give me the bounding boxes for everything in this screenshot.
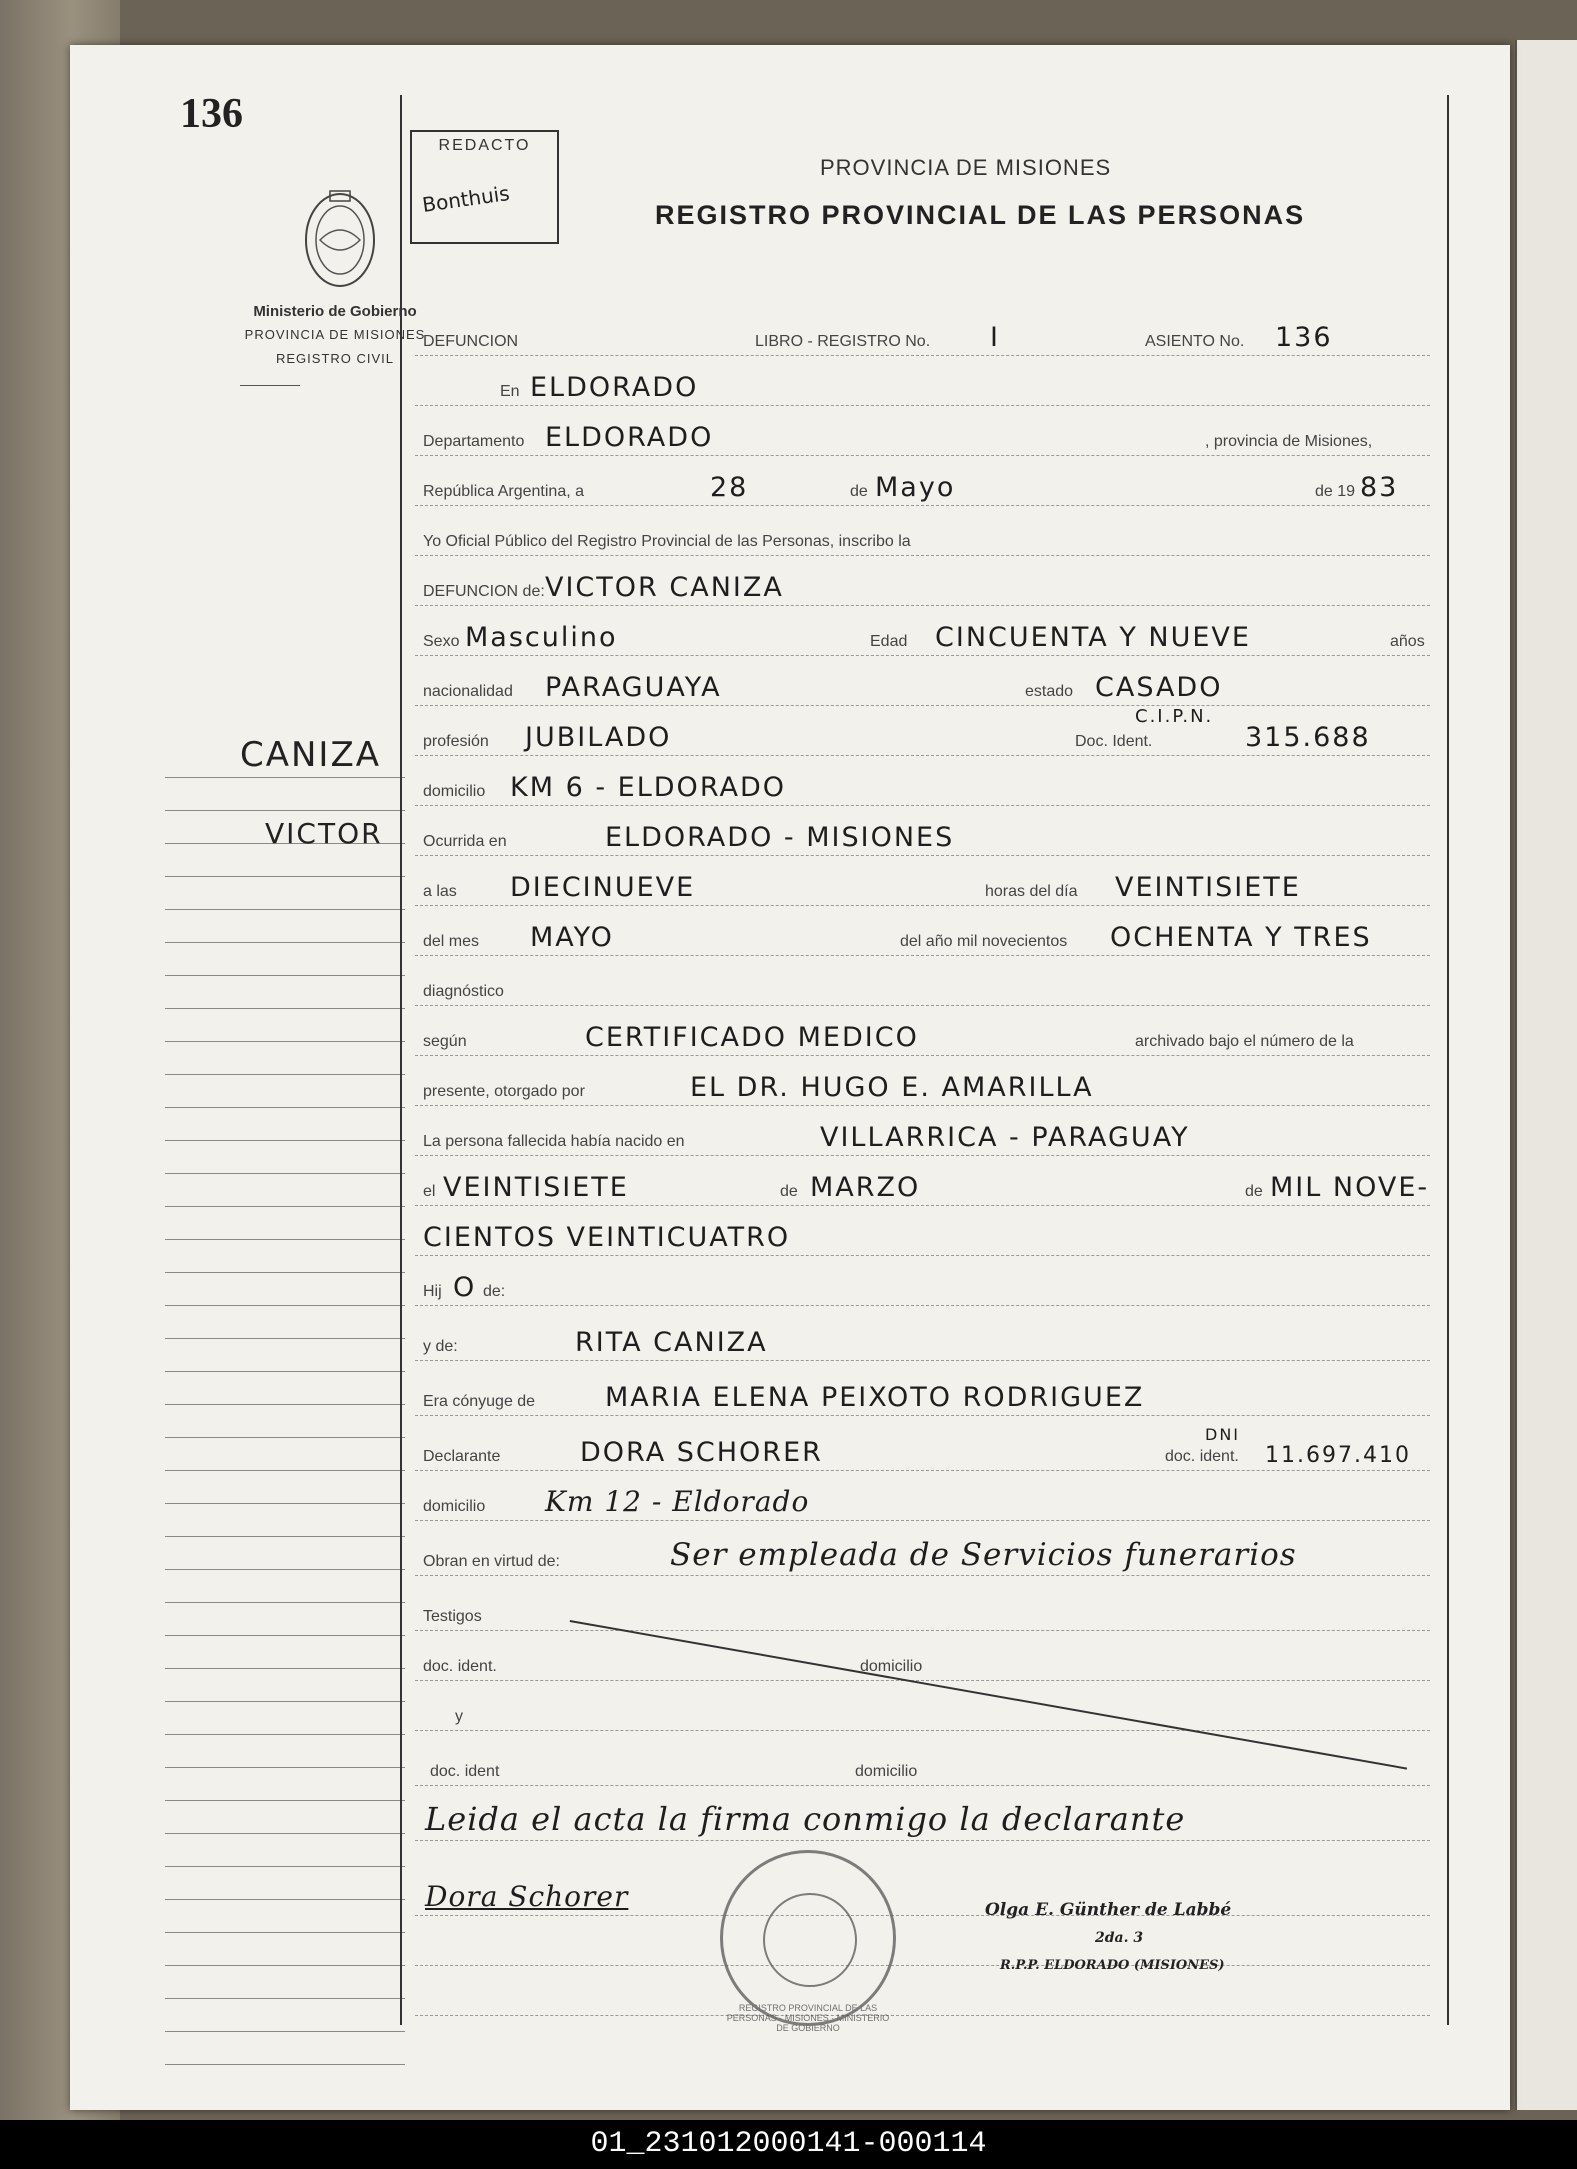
margin-rule: [165, 1108, 405, 1141]
alas-label: a las: [423, 883, 457, 900]
el-value: VEINTISIETE: [443, 1172, 629, 1203]
edad-label: Edad: [870, 633, 908, 650]
republica-label: República Argentina, a: [423, 483, 584, 500]
margin-rule: [165, 1933, 405, 1966]
row-libro: [415, 315, 1430, 356]
declarante-doc-value: 11.697.410: [1265, 1443, 1411, 1468]
margin-rule: [165, 1042, 405, 1075]
nacionalidad-label: nacionalidad: [423, 683, 513, 700]
row-diagnostico: [415, 965, 1430, 1006]
declarante-label: Declarante: [423, 1448, 501, 1465]
margin-rule: [165, 877, 405, 910]
ministry-province: PROVINCIA DE MISIONES: [244, 327, 426, 342]
row-presente: [415, 1065, 1430, 1106]
margin-rule: [165, 1306, 405, 1339]
y-de-label: y de:: [423, 1338, 458, 1355]
margin-rule: [165, 1669, 405, 1702]
province-heading: PROVINCIA DE MISIONES: [820, 155, 1112, 180]
margin-rule: [165, 1471, 405, 1504]
margin-rule: [165, 1339, 405, 1372]
ministry-registry: REGISTRO CIVIL: [275, 351, 395, 366]
oficial-label: Yo Oficial Público del Registro Provincial de las Personas, inscribo la: [423, 533, 911, 550]
provincia-label: , provincia de Misiones,: [1205, 433, 1373, 450]
defuncion-de-label: DEFUNCION de:: [423, 583, 545, 600]
margin-rule: [165, 1240, 405, 1273]
officer-office: R.P.P. ELDORADO (MISIONES): [1000, 1958, 1225, 1973]
row-y-de: [415, 1320, 1430, 1361]
presente-label: presente, otorgado por: [423, 1083, 585, 1100]
margin-rule: [165, 1900, 405, 1933]
departamento-value: ELDORADO: [545, 422, 714, 453]
margin-rule: [165, 1174, 405, 1207]
margin-rule: [165, 910, 405, 943]
segun-value: CERTIFICADO MEDICO: [585, 1022, 919, 1053]
mes-label: del mes: [423, 933, 480, 950]
en-label: En: [500, 383, 520, 400]
margin-rule: [165, 1702, 405, 1735]
nacido-label: La persona fallecida había nacido en: [423, 1133, 685, 1150]
margin-rule: [165, 976, 405, 1009]
ano-mil-label: del año mil novecientos: [900, 933, 1068, 950]
row-blank-1: [415, 1925, 1430, 1966]
y-de-value: RITA CANIZA: [575, 1327, 768, 1358]
domicilio-t2-label: domicilio: [855, 1763, 918, 1780]
margin-rule: [165, 1075, 405, 1108]
page-number: 136: [180, 91, 243, 137]
horas-label: horas del día: [985, 883, 1078, 900]
redacto-signature: Bonthuis: [420, 181, 512, 217]
testigos-label: Testigos: [423, 1608, 482, 1625]
margin-rule: [165, 1372, 405, 1405]
officer-name: Olga E. Günther de Labbé: [985, 1900, 1232, 1920]
year-value: 83: [1360, 472, 1399, 503]
anos-label: años: [1390, 633, 1425, 650]
hij-de-label: de:: [483, 1283, 506, 1300]
year-label: de 19: [1315, 483, 1356, 500]
segun-label: según: [423, 1033, 467, 1050]
profesion-label: profesión: [423, 733, 489, 750]
row-docid-1: [415, 1640, 1430, 1681]
sexo-label: Sexo: [423, 633, 460, 650]
obran-value: Ser empleada de Servicios funerarios: [670, 1537, 1297, 1573]
conyuge-label: Era cónyuge de: [423, 1393, 536, 1410]
estado-value: CASADO: [1095, 672, 1223, 703]
coat-of-arms-icon: [300, 185, 380, 295]
defuncion-label: DEFUNCION: [423, 333, 519, 350]
margin-rule: [165, 1603, 405, 1636]
margin-rule: [165, 1537, 405, 1570]
de-marzo-value: MARZO: [810, 1172, 921, 1203]
libro-label: LIBRO - REGISTRO No.: [755, 333, 931, 350]
row-mes: [415, 915, 1430, 956]
margin-rule: [165, 1867, 405, 1900]
archivado-label: archivado bajo el número de la: [1135, 1033, 1354, 1050]
margin-rule: [165, 1438, 405, 1471]
sexo-value: Masculino: [465, 622, 618, 653]
official-stamp: [720, 1850, 896, 2033]
nacionalidad-value: PARAGUAYA: [545, 672, 722, 703]
row-domicilio: [415, 765, 1430, 806]
row-nacionalidad: [415, 665, 1430, 706]
header-divider: [240, 385, 300, 386]
asiento-value: 136: [1275, 322, 1333, 353]
doc-ident-value: 315.688: [1245, 722, 1371, 753]
row-blank-2: [415, 1975, 1430, 2016]
redacto-box: [410, 130, 559, 244]
alas-value: DIECINUEVE: [510, 872, 696, 903]
de-mil-value: MIL NOVE-: [1270, 1172, 1430, 1203]
ocurrida-label: Ocurrida en: [423, 833, 507, 850]
month-value: Mayo: [875, 472, 956, 503]
row-el: [415, 1165, 1430, 1206]
doc-type-value: C.I.P.N.: [1135, 706, 1214, 727]
row-hij: [415, 1265, 1430, 1306]
diagnostico-label: diagnóstico: [423, 983, 504, 1000]
row-defuncion-de: [415, 565, 1430, 606]
dia-value: VEINTISIETE: [1115, 872, 1301, 903]
margin-rule: [165, 1141, 405, 1174]
margin-rule: [165, 943, 405, 976]
ocurrida-value: ELDORADO - MISIONES: [605, 822, 955, 853]
de-mil-label: de: [1245, 1183, 1263, 1200]
row-fecha: [415, 465, 1430, 506]
en-value: ELDORADO: [530, 372, 699, 403]
row-domicilio-2: [415, 1480, 1430, 1521]
stamp-text: REGISTRO PROVINCIAL DE LAS PERSONAS · MISIONES · MINISTERIO DE GOBIERNO: [726, 2003, 890, 2033]
de-label: de: [850, 483, 868, 500]
row-segun: [415, 1015, 1430, 1056]
row-hora: [415, 865, 1430, 906]
declarante-doc-label: doc. ident.: [1165, 1448, 1239, 1465]
docid-1-label: doc. ident.: [423, 1658, 497, 1675]
row-y: [415, 1690, 1430, 1731]
de-marzo-label: de: [780, 1183, 798, 1200]
doc-ident-label: Doc. Ident.: [1075, 733, 1153, 750]
margin-rule: [165, 1801, 405, 1834]
row-ocurrida: [415, 815, 1430, 856]
margin-rule: [165, 2032, 405, 2065]
row-note: [415, 1790, 1430, 1841]
conyuge-value: MARIA ELENA PEIXOTO RODRIGUEZ: [605, 1382, 1145, 1413]
libro-value: I: [990, 322, 1000, 353]
nacido-value: VILLARRICA - PARAGUAY: [820, 1122, 1190, 1153]
row-departamento: [415, 415, 1430, 456]
declarant-signature: Dora Schorer: [425, 1880, 629, 1913]
mes-value: MAYO: [530, 922, 614, 953]
margin-given-name: VICTOR: [265, 817, 383, 850]
y-label: y: [455, 1708, 463, 1725]
margin-rule: [165, 1009, 405, 1042]
domicilio-t1-label: domicilio: [860, 1658, 923, 1675]
domicilio-2-label: domicilio: [423, 1498, 486, 1515]
hij-label: Hij: [423, 1283, 442, 1300]
margin-rule: [165, 1570, 405, 1603]
row-nacido: [415, 1115, 1430, 1156]
row-declarante: [415, 1425, 1430, 1471]
row-conyuge: [415, 1375, 1430, 1416]
officer-role: 2da. 3: [1095, 1930, 1144, 1946]
margin-lines: [165, 745, 405, 2065]
row-cientos: [415, 1215, 1430, 1256]
docid-2-label: doc. ident: [430, 1763, 500, 1780]
day-value: 28: [710, 472, 749, 503]
row-signatures: [415, 1855, 1430, 1916]
deceased-name: VICTOR CANIZA: [545, 572, 784, 603]
asiento-label: ASIENTO No.: [1145, 333, 1245, 350]
redacto-label: REDACTO: [438, 137, 531, 154]
domicilio-2-value: Km 12 - Eldorado: [545, 1485, 810, 1518]
obran-label: Obran en virtud de:: [423, 1553, 560, 1570]
margin-rule: [165, 1834, 405, 1867]
row-oficial: [415, 515, 1430, 556]
cientos-value: CIENTOS VEINTICUATRO: [423, 1222, 791, 1253]
ano-mil-value: OCHENTA Y TRES: [1110, 922, 1372, 953]
declarante-value: DORA SCHORER: [580, 1437, 823, 1468]
margin-rule: [165, 1273, 405, 1306]
registry-heading: REGISTRO PROVINCIAL DE LAS PERSONAS: [655, 200, 1306, 230]
margin-rule: [165, 1207, 405, 1240]
row-testigos: [415, 1590, 1430, 1631]
margin-rule: [165, 1636, 405, 1669]
margin-rule: [165, 1966, 405, 1999]
row-sexo: [415, 615, 1430, 656]
hij-value: O: [453, 1272, 477, 1303]
image-id-footer: 01_231012000141-000114: [0, 2120, 1577, 2169]
margin-rule: [165, 1999, 405, 2032]
row-obran: [415, 1535, 1430, 1576]
margin-rule: [165, 1735, 405, 1768]
ministry-title: Ministerio de Gobierno: [253, 303, 417, 320]
next-page-edge: [1515, 40, 1577, 2110]
estado-label: estado: [1025, 683, 1074, 700]
margin-rule: [165, 1768, 405, 1801]
presente-value: EL DR. HUGO E. AMARILLA: [690, 1072, 1094, 1103]
stamp-emblem-icon: [763, 1893, 857, 1987]
profesion-value: JUBILADO: [525, 722, 672, 753]
margin-rule: [165, 778, 405, 811]
row-en: [415, 365, 1430, 406]
closing-note: Leida el acta la firma conmigo la declarante: [425, 1800, 1186, 1838]
margin-rule: [165, 1504, 405, 1537]
row-docid-2: [415, 1745, 1430, 1786]
domicilio-value: KM 6 - ELDORADO: [510, 772, 786, 803]
declarante-doc-type: DNI: [1205, 1425, 1241, 1444]
domicilio-label: domicilio: [423, 783, 486, 800]
row-profesion: [415, 706, 1430, 756]
el-label: el: [423, 1183, 436, 1200]
departamento-label: Departamento: [423, 433, 525, 450]
margin-surname: CANIZA: [240, 735, 382, 775]
margin-rule: [165, 1405, 405, 1438]
edad-value: CINCUENTA Y NUEVE: [935, 622, 1251, 653]
